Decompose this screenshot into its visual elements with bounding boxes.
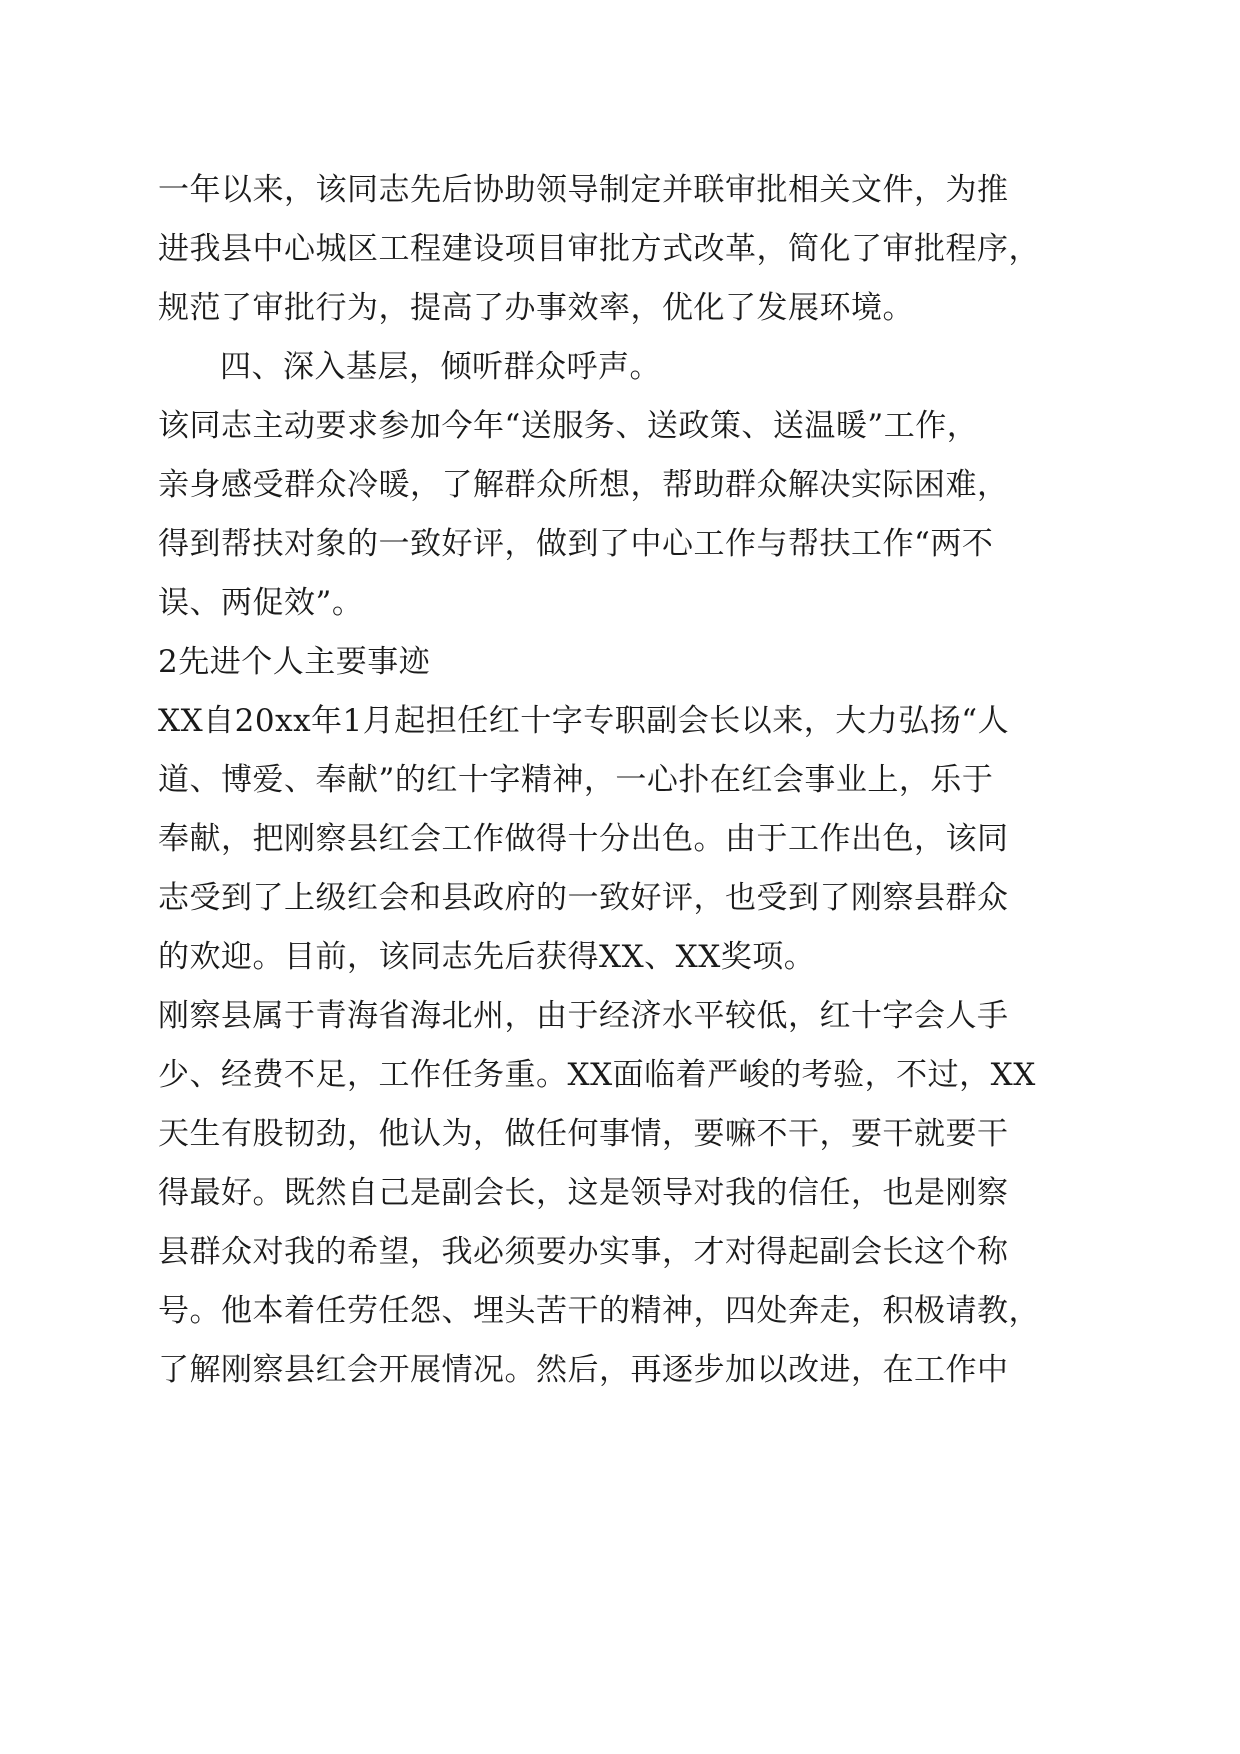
text-line: 少、经费不足，工作任务重。XX面临着严峻的考验，不过，XX (158, 1057, 1036, 1093)
section-title: 2先进个人主要事迹 (158, 644, 431, 680)
text-line: 志受到了上级红会和县政府的一致好评，也受到了刚察县群众 (158, 880, 1009, 916)
text-line: 误、两促效”。 (158, 585, 364, 621)
text-line: XX自20xx年1月起担任红十字专职副会长以来，大力弘扬“人 (158, 703, 1010, 739)
text-line: 刚察县属于青海省海北州，由于经济水平较低，红十字会人手 (158, 998, 1009, 1034)
text-line: 该同志主动要求参加今年“送服务、送政策、送温暖”工作， (158, 408, 979, 444)
text-line: 得最好。既然自己是副会长，这是领导对我的信任，也是刚察 (158, 1175, 1009, 1211)
text-line: 一年以来，该同志先后协助领导制定并联审批相关文件，为推 (158, 172, 1009, 208)
text-line: 进我县中心城区工程建设项目审批方式改革，简化了审批程序， (158, 231, 1040, 267)
section-heading: 四、深入基层，倾听群众呼声。 (220, 349, 661, 385)
text-line: 亲身感受群众冷暖，了解群众所想，帮助群众解决实际困难， (158, 467, 1009, 503)
text-line: 县群众对我的希望，我必须要办实事，才对得起副会长这个称 (158, 1234, 1009, 1270)
text-line: 得到帮扶对象的一致好评，做到了中心工作与帮扶工作“两不 (158, 526, 994, 562)
text-line: 道、博爱、奉献”的红十字精神，一心扑在红会事业上，乐于 (158, 762, 994, 798)
text-line: 规范了审批行为，提高了办事效率，优化了发展环境。 (158, 290, 914, 326)
text-line: 奉献，把刚察县红会工作做得十分出色。由于工作出色，该同 (158, 821, 1009, 857)
text-line: 的欢迎。目前，该同志先后获得XX、XX奖项。 (158, 939, 816, 975)
text-line: 了解刚察县红会开展情况。然后，再逐步加以改进，在工作中 (158, 1352, 1009, 1388)
text-line: 天生有股韧劲，他认为，做任何事情，要嘛不干，要干就要干 (158, 1116, 1009, 1152)
text-line: 号。他本着任劳任怨、埋头苦干的精神，四处奔走，积极请教， (158, 1293, 1040, 1329)
